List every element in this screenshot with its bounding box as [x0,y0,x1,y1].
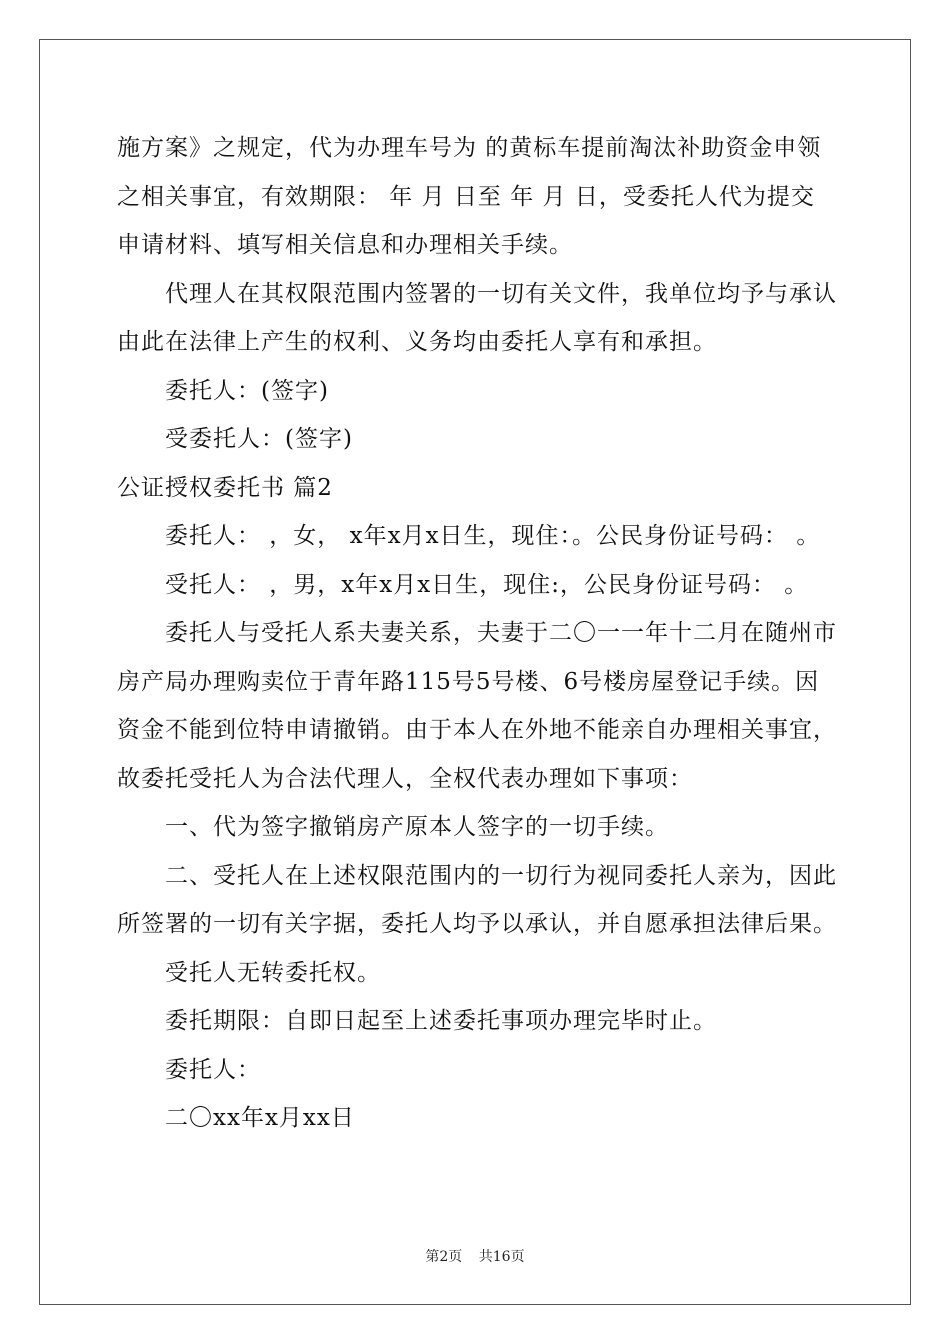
text-line: 房产局办理购卖位于青年路115号5号楼、6号楼房屋登记手续。因 [117,668,820,695]
text-line: 委托期限：自即日起至上述委托事项办理完毕时止。 [165,1008,717,1034]
section-heading: 公证授权委托书 篇2 [117,474,333,501]
text-line: 故委托受托人为合法代理人，全权代表办理如下事项： [117,765,693,792]
text-line: 申请材料、填写相关信息和办理相关手续。 [117,232,573,258]
text-line: 代理人在其权限范围内签署的一切有关文件，我单位均予与承认 [165,280,837,307]
text-line: 资金不能到位特申请撤销。由于本人在外地不能亲自办理相关事宜， [117,717,837,743]
text-line: 所签署的一切有关字据，委托人均予以承认，并自愿承担法律后果。 [117,911,837,937]
text-line: 二、受托人在上述权限范围内的一切行为视同委托人亲为，因此 [165,862,837,889]
document-body [117,124,857,1143]
text-line: 受托人无转委托权。 [165,959,381,986]
signature-line-principal: 委托人： [165,1056,261,1083]
page-number: 第2页 [425,1249,463,1265]
date-line: 二〇xx年x月xx日 [165,1105,355,1131]
page-footer [0,1246,950,1266]
text-line: 委托人与受托人系夫妻关系，夫妻于二〇一一年十二月在随州市 [165,620,837,646]
text-line: 受托人： ，男，x年x月x日生，现住:，公民身份证号码： 。 [165,571,809,598]
text-line: 委托人： ，女， x年x月x日生，现住：。公民身份证号码： 。 [165,523,821,549]
text-line: 一、代为签字撤销房产原本人签字的一切手续。 [165,814,669,840]
signature-line-agent: 受委托人：(签字) [165,426,353,452]
text-line: 之相关事宜，有效期限： 年 月 日至 年 月 日，受委托人代为提交 [117,183,815,210]
text-line: 由此在法律上产生的权利、义务均由委托人享有和承担。 [117,329,717,355]
page-total: 共16页 [478,1249,525,1265]
text-line: 施方案》之规定，代为办理车号为 的黄标车提前淘汰补助资金申领 [117,135,822,161]
signature-line-principal: 委托人：(签字) [165,377,329,404]
